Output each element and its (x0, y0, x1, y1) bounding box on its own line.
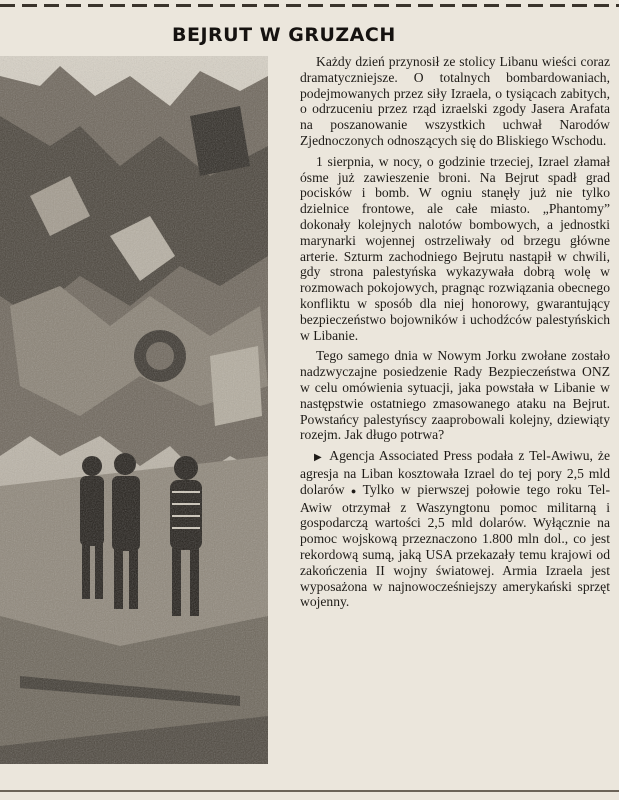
top-dashed-rule (0, 4, 619, 7)
paragraph-intro: Każdy dzień przynosił ze stolicy Libanu wieści coraz dramatyczniejsze. O totalnych bombardowaniach, podejmowanych przez siły Izraela, o tysiącach zabitych, o odrzuceniu przez rząd izraelski zgody Jasera Arafata na poszanowanie wszystkich uchwał Narodów Zjednoczonych odnoszących się do Bliskiego Wschodu. (300, 54, 610, 148)
paragraph-august: 1 sierpnia, w nocy, o godzinie trzeciej, Izrael złamał ósme już zawieszenie broni. Na Bejrut spadł grad pocisków i bomb. W ogniu stanęły już nie tylko dzielnice frontowe, ale całe miasto. „Phantomy” dokonały kolejnych nalotów bombowych, a jednostki marynarki wojennej ostrzeliwały od brzegu główne arterie. Szturm zachodniego Bejrutu nastąpił w chwili, gdy strona palestyńska wykazywała dobrą wolę w rozmowach pokojowych, pragnąc rozwiązania obecnego konfliktu w sposób dla niej honorowy, gwarantujący bezpieczeństwo bojowników i uchodźców palestyńskich w Libanie. (300, 153, 610, 343)
paragraph-new-york: Tego samego dnia w Nowym Jorku zwołane zostało nadzwyczajne posiedzenie Rady Bezpieczeństwa ONZ w celu omówienia sytuacji, jaka powstała w Libanie w następstwie ostatniego zmasowanego ataku na Bejrut. Powstańcy palestyńscy zaaprobowali kolejny, dziewiąty rozejm. Jak długo potrwa? (300, 348, 610, 443)
news-item-part2: Tylko w pierwszej połowie tego roku Tel-Awiw otrzymał z Waszyngtonu pomoc militarną i gospodarczą wartości 2,5 mld dolarów. Wyłącznie na pomoc wojskową przeznaczono 1.800 mln dol., co jest rekordową sumą, jaką USA przekazały temu krajowi od zakończenia II wojny światowej. Armia Izraela jest wyposażona w najnowocześniejszy amerykański sprzęt wojenny. (300, 481, 610, 610)
news-item-part1: Agencja Associated Press podała z Tel-Awiwu, że agresja na Liban kosztowała Izrael do tej pory 2,5 mld dolarów (300, 448, 610, 497)
rubble-photo (0, 56, 268, 764)
news-item (300, 448, 610, 610)
bullet-marker: ● (347, 485, 360, 496)
headline: BEJRUT W GRUZACH (172, 24, 396, 46)
bottom-rule (0, 790, 619, 792)
article-column (300, 54, 610, 615)
